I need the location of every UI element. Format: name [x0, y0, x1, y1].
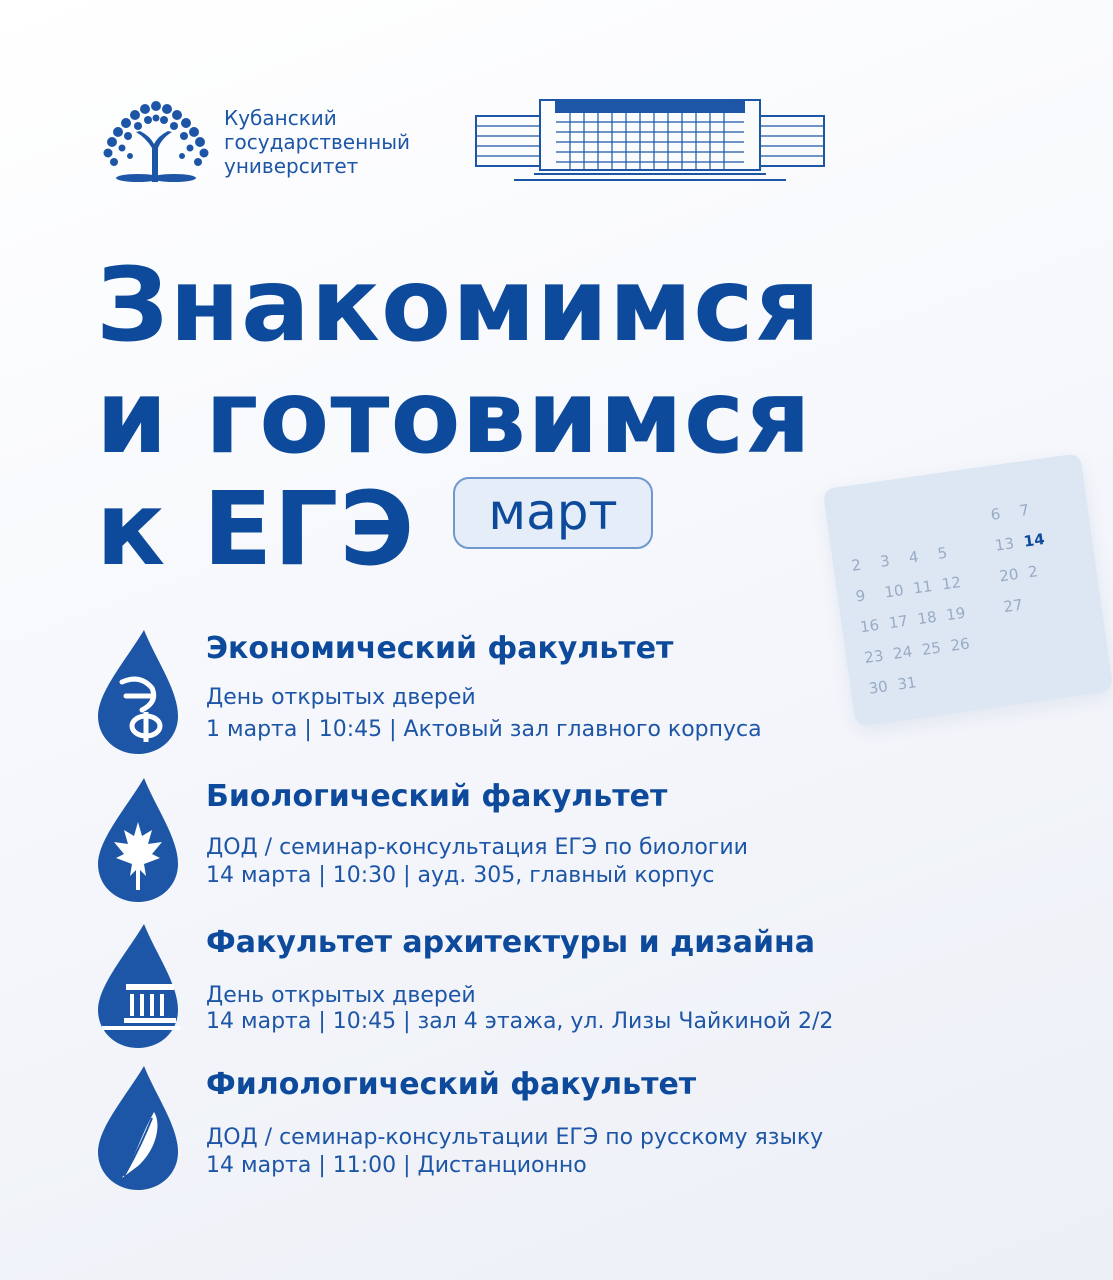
calendar-day: 11: [912, 577, 934, 598]
calendar-day: [974, 598, 1005, 620]
university-name-line-2: государственный: [224, 130, 411, 154]
calendar-day: [875, 518, 906, 540]
university-name-line-3: университет: [224, 154, 359, 178]
calendar-day: 13: [993, 534, 1016, 555]
calendar-day: [1036, 621, 1067, 643]
calendar-day: [1031, 590, 1062, 612]
maple-leaf-drop-icon: [96, 778, 180, 902]
calendar-day: [925, 668, 956, 690]
event-architecture: [96, 924, 916, 1048]
calendar-day: 5: [936, 543, 949, 563]
calendar-day: 18: [916, 607, 938, 629]
economics-drop-icon: [96, 630, 180, 754]
calendar-day: 3: [878, 551, 891, 571]
event-philology: [96, 1066, 926, 1190]
event-type: ДОД / семинар-консультации ЕГЭ по русскому языку: [206, 1125, 824, 1150]
calendar-day: [846, 522, 877, 544]
calendar-day: 2: [1026, 562, 1039, 582]
calendar-day: 27: [1002, 595, 1024, 617]
calendar-day: 14: [1022, 529, 1046, 551]
event-title: Экономический факультет: [206, 631, 674, 666]
event-biology: [96, 778, 896, 902]
calendar-day: 10: [883, 581, 905, 602]
calendar-day: 2: [850, 555, 863, 575]
calendar-day: [954, 664, 985, 686]
calendar-day: 16: [858, 615, 881, 637]
event-details: 1 марта | 10:45 | Актовый зал главного корпуса: [206, 717, 762, 742]
event-type: День открытых дверей: [206, 983, 476, 1008]
calendar-day: 26: [949, 634, 971, 655]
calendar-day: [969, 568, 1000, 590]
calendar-day: [982, 660, 1013, 682]
calendar-day: 9: [854, 586, 867, 606]
calendar-day: [965, 537, 996, 559]
quill-drop-icon: [96, 1066, 180, 1190]
event-type: ДОД / семинар-консультация ЕГЭ по биологии: [206, 835, 748, 860]
calendar-day: [961, 506, 992, 528]
month-badge: март: [453, 477, 653, 549]
calendar-day: [1040, 652, 1071, 674]
calendar-day: [903, 514, 934, 536]
event-title: Факультет архитектуры и дизайна: [206, 925, 815, 960]
calendar-day: [932, 510, 963, 532]
calendar-day: [978, 629, 1009, 651]
headline-line-3: к ЕГЭ: [96, 470, 416, 589]
university-name-line-1: Кубанский: [224, 106, 337, 130]
main-building-icon: [474, 98, 826, 182]
calendar-day: 7: [1018, 500, 1031, 520]
headline-line-2: и готовимся: [96, 358, 812, 477]
building-drop-icon: [96, 924, 180, 1048]
calendar-day: 23: [863, 646, 885, 667]
calendar-day: 6: [989, 504, 1002, 525]
headline-line-1: Знакомимся: [96, 246, 822, 365]
calendar-day: [1007, 625, 1038, 647]
calendar-day: 12: [940, 572, 963, 594]
calendar-day: 4: [907, 547, 920, 567]
calendar-day: 20: [998, 564, 1020, 586]
event-type: День открытых дверей: [206, 685, 476, 710]
university-name: [224, 106, 410, 178]
event-details: 14 марта | 10:30 | ауд. 305, главный корпус: [206, 863, 715, 888]
event-details: 14 марта | 10:45 | зал 4 этажа, ул. Лизы Чайкиной 2/2: [206, 1009, 834, 1034]
calendar-day: [1011, 656, 1042, 678]
calendar-day: 17: [887, 611, 910, 633]
event-title: Филологический факультет: [206, 1067, 697, 1102]
calendar-day: 25: [920, 638, 943, 659]
event-details: 14 марта | 11:00 | Дистанционно: [206, 1153, 587, 1178]
event-economics: [96, 630, 896, 754]
university-tree-logo-icon: [100, 98, 212, 182]
event-title: Биологический факультет: [206, 779, 668, 814]
calendar-day: 31: [896, 673, 918, 694]
calendar-day: 19: [945, 603, 967, 625]
calendar-day: 30: [867, 677, 889, 698]
calendar-day: 24: [891, 642, 914, 663]
